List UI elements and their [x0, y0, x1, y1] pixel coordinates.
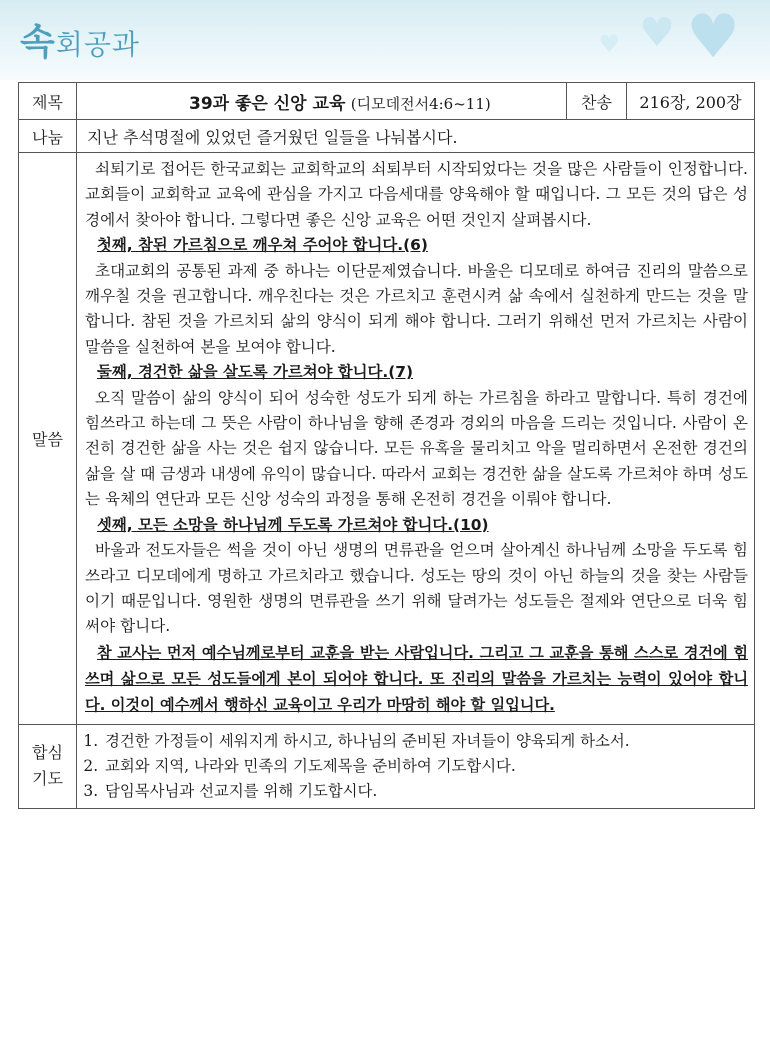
- prayer-item: 2. 교회와 지역, 나라와 민족의 기도제목을 준비하여 기도합시다.: [103, 754, 748, 779]
- prayer-list-cell: [77, 724, 755, 808]
- title-label: 제목: [19, 83, 77, 120]
- brand-title-rest: 회공과: [55, 28, 140, 61]
- share-row: [19, 120, 755, 153]
- lesson-table: [18, 82, 755, 809]
- brand-title: [20, 14, 140, 65]
- prayer-row: [19, 724, 755, 808]
- point3-heading: 셋째, 모든 소망을 하나님께 두도록 가르쳐야 합니다.(10): [97, 515, 489, 534]
- hymn-value: 216장, 200장: [627, 83, 755, 120]
- lesson-title-main: 39과 좋은 신앙 교육: [189, 93, 346, 114]
- sermon-label: 말씀: [19, 153, 77, 725]
- prayer-list: [83, 729, 748, 804]
- share-text: 지난 추석명절에 있었던 즐거웠던 일들을 나눠봅시다.: [77, 120, 755, 153]
- sermon-conclusion: 참 교사는 먼저 예수님께로부터 교훈을 받는 사람입니다. 그리고 그 교훈을 통해 스스로 경건에 힘쓰며 삶으로 모든 성도들에게 본이 되어야 합니다. 또 진리의 말씀을 가르치는 능력이 있어야 합니다. 이것이 예수께서 행하신 교육이고 우리가 마땅히 해야 할 일입니다.: [85, 643, 748, 714]
- lesson-scripture-reference: (디모데전서4:6~11): [350, 94, 491, 113]
- heart-icon: ♥: [686, 2, 740, 72]
- brand-title-big: 속: [20, 22, 56, 63]
- lesson-title: [77, 83, 567, 120]
- point1-body: 초대교회의 공통된 과제 중 하나는 이단문제였습니다. 바울은 디모데로 하여금 진리의 말씀으로 깨우칠 것을 권고합니다. 깨우친다는 것은 가르치고 훈련시켜 삶 속에서 실천하게 만드는 것을 말합니다. 참된 것을 가르치되 삶의 양식이 되게 해야 합니다. 그러기 위해선 먼저 가르치는 사람이 말씀을 실천하여 본을 보여야 합니다.: [85, 261, 748, 356]
- sermon-intro: 쇠퇴기로 접어든 한국교회는 교회학교의 쇠퇴부터 시작되었다는 것을 많은 사람들이 인정합니다. 교회들이 교회학교 교육에 관심을 가지고 다음세대를 양육해야 할 때입니다. 그 모든 것의 답은 성경에서 찾아야 합니다. 그렇다면 좋은 신앙 교육은 어떤 것인지 살펴봅시다.: [85, 160, 749, 229]
- heart-icon: ♥: [639, 10, 675, 56]
- prayer-label-line2: 기도: [32, 769, 63, 789]
- prayer-item: 1. 경건한 가정들이 세워지게 하시고, 하나님의 준비된 자녀들이 양육되게 하소서.: [103, 729, 748, 754]
- title-row: [19, 83, 755, 120]
- point2-heading: 둘째, 경건한 삶을 살도록 가르쳐야 합니다.(7): [97, 363, 414, 382]
- page-header: [0, 0, 770, 80]
- sermon-row: [19, 153, 755, 725]
- sermon-body: [77, 153, 755, 725]
- prayer-label-line1: 합심: [32, 743, 63, 763]
- heart-icon: ♥: [598, 30, 620, 58]
- prayer-label: [19, 724, 77, 808]
- prayer-item: 3. 담임목사님과 선교지를 위해 기도합시다.: [103, 779, 748, 804]
- hymn-label: 찬송: [567, 83, 627, 120]
- share-label: 나눔: [19, 120, 77, 153]
- point3-body: 바울과 전도자들은 썩을 것이 아닌 생명의 면류관을 얻으며 살아계신 하나님께 소망을 두도록 힘쓰라고 디모데에게 명하고 가르치라고 했습니다. 성도는 땅의 것이 아닌 하늘의 것을 찾는 사람들이기 때문입니다. 영원한 생명의 면류관을 쓰기 위해 달려가는 성도들은 절제와 연단으로 더욱 힘써야 합니다.: [85, 541, 748, 636]
- point2-body: 오직 말씀이 삶의 양식이 되어 성숙한 성도가 되게 하는 가르침을 하라고 말합니다. 특히 경건에 힘쓰라고 하는데 그 뜻은 사람이 하나님을 향해 존경과 경외의 마음을 드리는 것입니다. 사람이 온전히 경건한 삶을 사는 것은 쉽지 않습니다. 모든 유혹을 물리치고 악을 멀리하면서 온전한 경건의 삶을 살 때 금생과 내생에 유익이 많습니다. 따라서 교회는 경건한 삶을 살도록 가르쳐야 하며 성도는 육체의 연단과 모든 신앙 성숙의 과정을 통해 온전히 경건을 이뤄야 합니다.: [85, 388, 749, 509]
- point1-heading: 첫째, 참된 가르침으로 깨우쳐 주어야 합니다.(6): [97, 236, 428, 255]
